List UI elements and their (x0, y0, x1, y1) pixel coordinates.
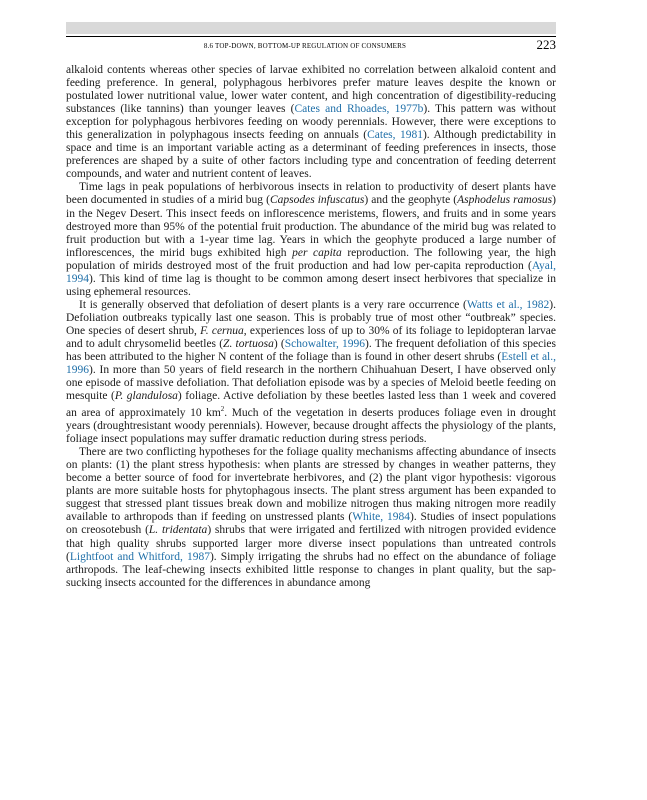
paragraph (66, 64, 556, 181)
text-run: ). Simply irrigating the shrubs had no effect on the abundance of foliage arthropods. The leaf-chewing insects exhibited little response to changes in plant quality, but the sap-sucking insects accounted for the differences in abundance among (66, 550, 556, 589)
citation-link[interactable]: Ayal, 1994 (66, 259, 556, 285)
citation-link[interactable]: Cates and Rhoades, 1977b (294, 103, 424, 116)
citation-link[interactable]: White, 1984 (352, 511, 410, 524)
italic-text: Capsodes infuscatus (269, 194, 365, 207)
text-run: ) and the geophyte ( (364, 194, 458, 207)
text-run: ). In more than 50 years of field research in the northern Chihuahuan Desert, I have observed only one episode of massive defoliation. That defoliation episode was by a species of Meloid beetle feeding on mesquite ( (66, 364, 556, 403)
header-rule (66, 36, 556, 37)
text-run: ) foliage. Active defoliation by these beetles lasted less than 1 week and covered an area of approximately 10 km (66, 390, 556, 420)
paragraph (66, 181, 556, 298)
citation-link[interactable]: Lightfoot and Whitford, 1987 (69, 550, 210, 563)
superscript: 2 (220, 405, 225, 414)
paragraph (66, 446, 556, 590)
text-run: reproduction. The following year, the high population of mirids destroyed most of the fruit production and had low per-capita reproduction ( (66, 246, 556, 272)
citation-link[interactable]: Cates, 1981 (367, 129, 423, 142)
text-run: . Much of the vegetation in deserts produces foliage even in drought years (droughtresistant woody perennials). However, because drought affects the physiology of the plants, foliage insect populations may suffer dramatic reduction during stress periods. (66, 407, 556, 446)
citation-link[interactable]: Estell et al., 1996 (66, 351, 556, 377)
text-run: There are two conflicting hypotheses for the foliage quality mechanisms affecting abundance of insects on plants: (1) the plant stress hypothesis: when plants are stressed by changes in weather patterns, they become a better source of food for invertebrate herbivores, and (2) the plant vigor hypothesis: vigorous plants are more suitable hosts for phytophagous insects. The plant stress argument has been expanded to suggest that stressed plant tissues break down and mobilize nitrogen thus making nitrogen more readily available to arthropods than if feeding on unstressed plants ( (66, 446, 556, 524)
text-run: ). The frequent defoliation of this species has been attributed to the higher N content of the foliage than is found in other desert shrubs ( (66, 337, 556, 364)
paragraph (66, 299, 556, 446)
text-run: ). This pattern was without exception for polyphagous herbivores feeding on woody perennials. However, there were exceptions to this generalization in polyphagous insects feeding on annuals ( (66, 103, 556, 142)
italic-text: Asphodelus ramosus (457, 194, 553, 207)
text-run: ) ( (273, 337, 285, 350)
italic-text: Z. tortuosa (223, 337, 274, 350)
italic-text: F. cernua (200, 324, 244, 337)
citation-link[interactable]: Watts et al., 1982 (466, 298, 550, 311)
running-head: 8.6 TOP-DOWN, BOTTOM-UP REGULATION OF CONSUMERS (203, 42, 407, 50)
text-run: ). Defoliation outbreaks typically last one season. This is probably true of most other “outbreak” species. One species of desert shrub, (66, 298, 556, 337)
text-run: It is generally observed that defoliation of desert plants is a very rare occurrence ( (79, 298, 467, 311)
text-run: , experiences loss of up to 30% of its foliage to lepidopteran larvae and to adult chrysomelid beetles ( (66, 324, 557, 350)
italic-text: per capita (292, 246, 342, 259)
page-number: 223 (536, 37, 556, 52)
text-run: alkaloid contents whereas other species of larvae exhibited no correlation between alkaloid content and feeding preference. In general, polyphagous herbivores prefer mature leaves despite the known or postulated lower nutritional value, lower water content, and high concentration of digestibility-reducing substances (like tannins) than younger leaves ( (66, 64, 556, 116)
text-run: Time lags in peak populations of herbivorous insects in relation to productivity of desert plants have been documented in studies of a mirid bug ( (66, 181, 556, 207)
text-run: ) in the Negev Desert. This insect feeds on inflorescence meristems, flowers, and fruits and in some years destroyed more than 95% of the potential fruit production. The abundance of the mirid bug was related to fruit production but with a 1-year time lag. Years in which the geophyte produced a large number of inflorescences, the mirid bugs exhibited high (66, 194, 557, 259)
text-run: ). Studies of insect populations on creosotebush ( (66, 511, 556, 537)
text-run: ) shrubs that were irrigated and fertilized with nitrogen provided evidence that high quality shrubs supported larger more diverse insect populations than untreated controls ( (66, 524, 556, 563)
italic-text: P. glandulosa (114, 390, 178, 403)
header-bar (66, 22, 556, 34)
text-run: ). Although predictability in space and time is an important variable acting as a determinant of feeding preferences in insects, those preferences are shaped by a suite of other factors including type and concentration of feeding deterrent compounds, and water and nutrient content of leaves. (66, 129, 556, 181)
citation-link[interactable]: Schowalter, 1996 (284, 337, 366, 350)
body-text (66, 64, 556, 590)
text-run: ). This kind of time lag is thought to be common among desert insect herbivores that specialize in using ephemeral resources. (66, 272, 556, 298)
italic-text: L. tridentata (148, 524, 208, 537)
